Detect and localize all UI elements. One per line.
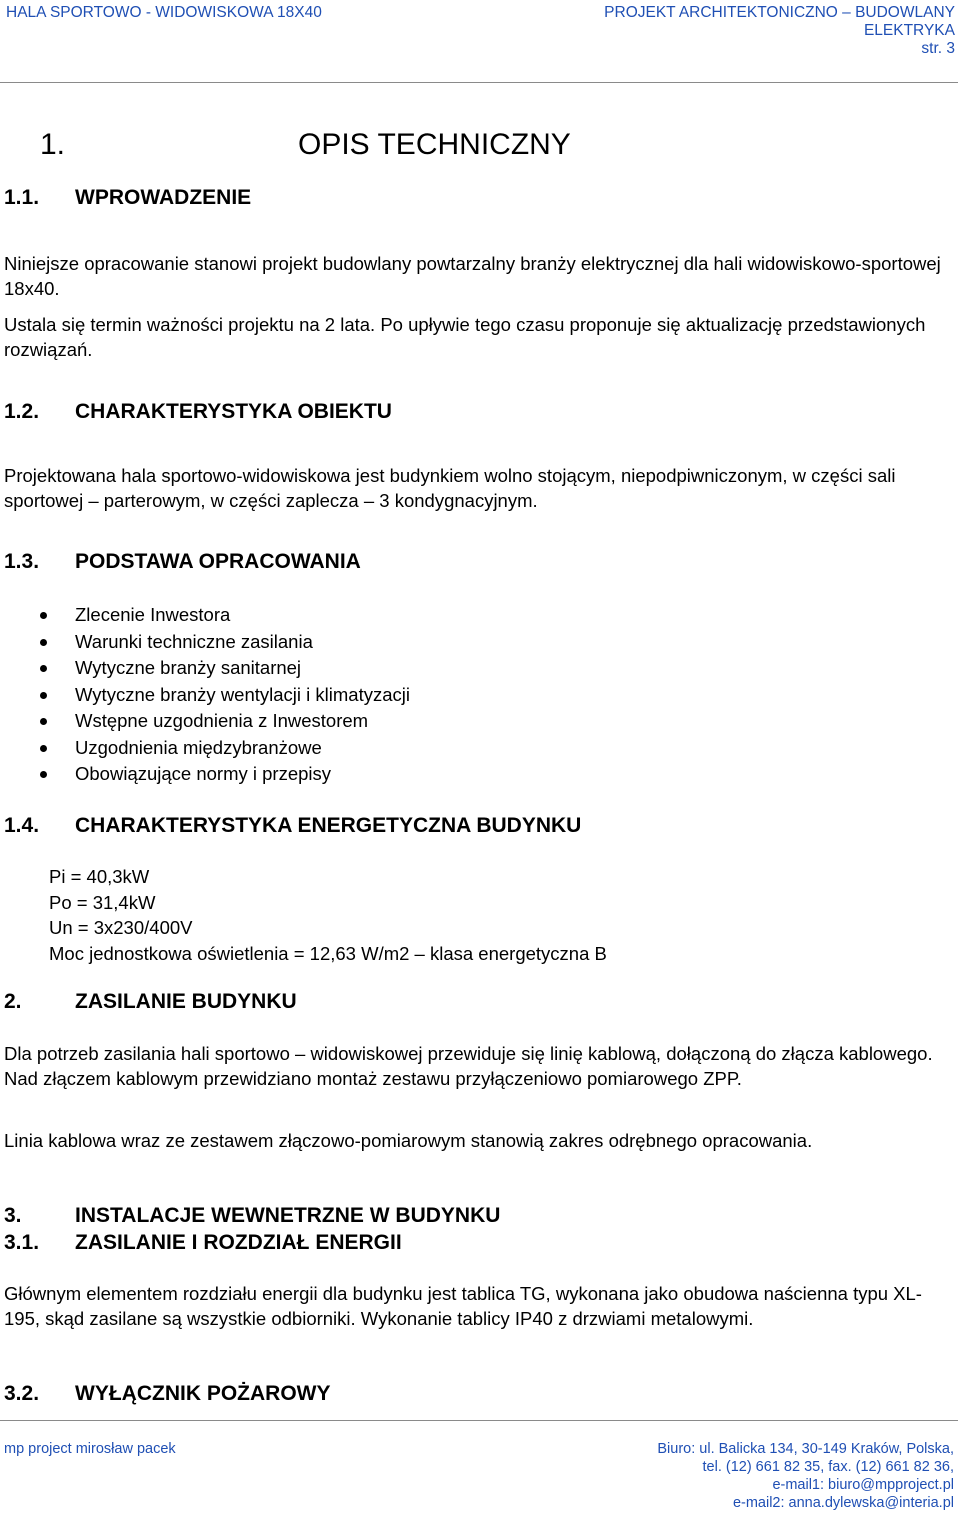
section-3-number: 3. [4,1204,22,1227]
bullet-icon [40,718,47,725]
section-1-2-title: CHARAKTERYSTYKA OBIEKTU [75,400,392,423]
header-rule [0,82,958,83]
section-1-4-number: 1.4. [4,814,40,837]
energy-line: Un = 3x230/400V [49,917,193,938]
power-supply-paragraph: Dla potrzeb zasilania hali sportowo – widowiskowej przewiduje się linię kablową, dołączoną do złącza kablowego. Nad złączem kablowym przewidziano montaż zestawu przyłączeniowo pomiarowego ZPP. [4,1043,933,1089]
section-3-1-title: ZASILANIE I ROZDZIAŁ ENERGII [75,1231,402,1254]
section-1-number: 1. [40,128,66,161]
header-project-type: PROJEKT ARCHITEKTONICZNO – BUDOWLANY [604,4,955,21]
bullet-icon [40,745,47,752]
section-1-1-title: WPROWADZENIE [75,186,252,209]
object-description-paragraph: Projektowana hala sportowo-widowiskowa jest budynkiem wolno stojącym, niepodpiwniczonym, w części sali sportowej – parterowym, w części zaplecza – 3 kondygnacyjnym. [4,465,896,511]
section-3-2-number: 3.2. [4,1382,40,1405]
header-page-number: str. 3 [921,40,955,57]
section-2-title: ZASILANIE BUDYNKU [75,990,297,1013]
footer-email-2[interactable]: e-mail2: anna.dylewska@interia.pl [732,1495,954,1511]
intro-paragraph: Niniejsze opracowanie stanowi projekt budowlany powtarzalny branży elektrycznej dla hali widowiskowo-sportowej 18x40. [4,253,941,299]
footer-phone: tel. (12) 661 82 35, fax. (12) 661 82 36, [702,1459,954,1475]
section-1-4-title: CHARAKTERYSTYKA ENERGETYCZNA BUDYNKU [75,814,582,837]
bullet-icon [40,665,47,672]
section-2-number: 2. [4,990,22,1013]
header-document-title: HALA SPORTOWO - WIDOWISKOWA 18X40 [6,4,322,21]
footer-email-1[interactable]: e-mail1: biuro@mpproject.pl [772,1477,954,1493]
bullet-icon [40,692,47,699]
energy-line: Pi = 40,3kW [49,866,150,887]
validity-paragraph: Ustala się termin ważności projektu na 2 lata. Po upływie tego czasu proponuje się aktualizację przedstawionych rozwiązań. [4,314,926,360]
cable-line-paragraph: Linia kablowa wraz ze zestawem złączowo-pomiarowym stanowią zakres odrębnego opracowania. [4,1130,813,1151]
energy-parameters [49,864,607,966]
energy-line: Po = 31,4kW [49,891,156,913]
distribution-paragraph: Głównym elementem rozdziału energii dla budynku jest tablica TG, wykonana jako obudowa naścienna typu XL-195, skąd zasilane są wszystkie odbiorniki. Wykonanie tablicy IP40 z drzwiami metalowymi. [4,1283,922,1329]
bullet-icon [40,612,47,619]
section-1-3-title: PODSTAWA OPRACOWANIA [75,550,361,573]
section-3-title: INSTALACJE WEWNETRZNE W BUDYNKU [75,1204,501,1227]
header-discipline: ELEKTRYKA [863,22,955,39]
section-1-title: OPIS TECHNICZNY [298,128,571,161]
energy-line: Moc jednostkowa oświetlenia = 12,63 W/m2 – klasa energetyczna B [49,942,607,964]
section-1-3-number: 1.3. [4,550,40,573]
section-3-2-title: WYŁĄCZNIK POŻAROWY [75,1382,331,1405]
footer-company: mp project mirosław pacek [4,1441,176,1457]
section-1-1-number: 1.1. [4,186,40,209]
bullet-icon [40,639,47,646]
bullet-icon [40,771,47,778]
section-3-1-number: 3.1. [4,1231,40,1254]
footer-address: Biuro: ul. Balicka 134, 30-149 Kraków, Polska, [657,1441,954,1457]
footer-rule [0,1420,958,1421]
section-1-2-number: 1.2. [4,400,40,423]
